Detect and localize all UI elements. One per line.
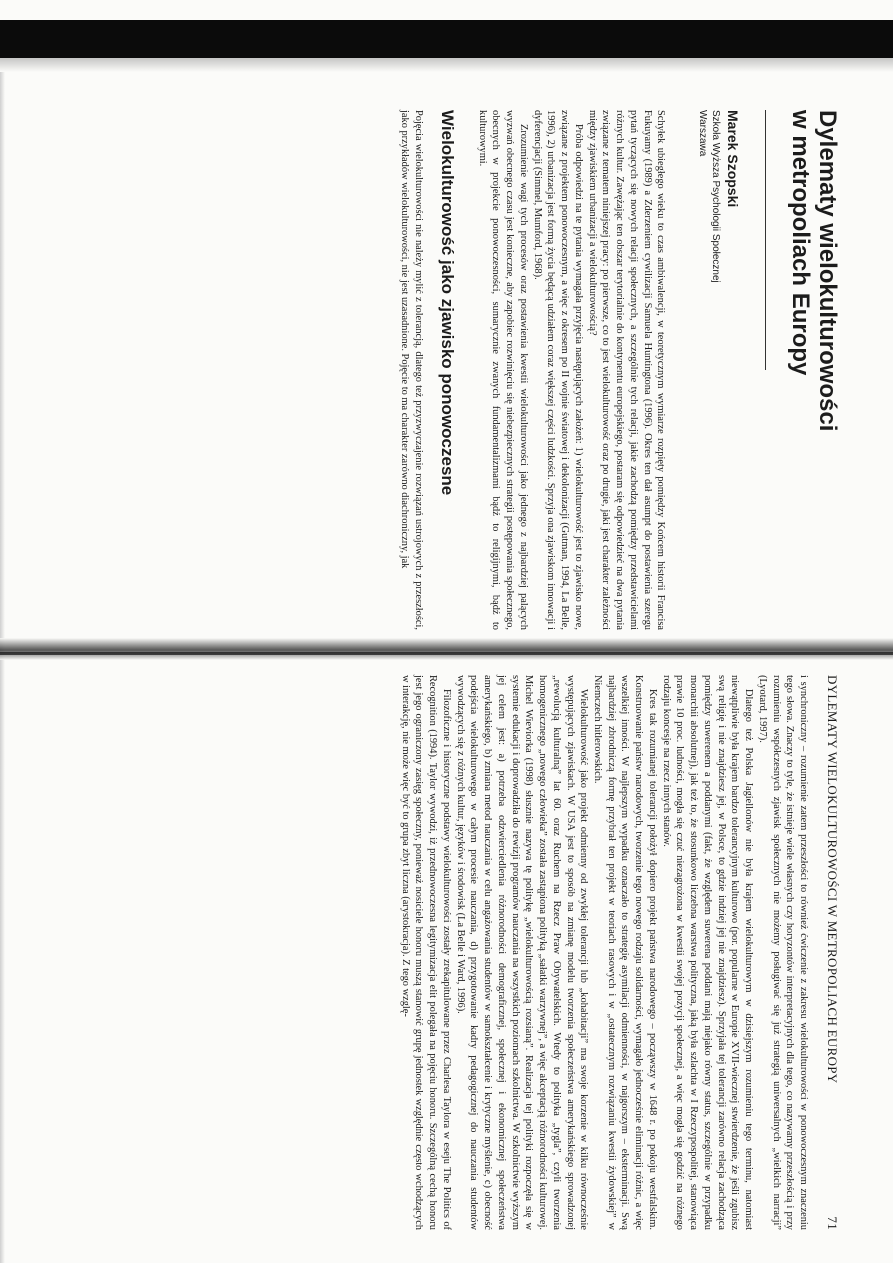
scan-left-edge <box>0 72 5 1263</box>
title-rule <box>765 110 766 370</box>
body-paragraph: i synchroniczny – rozumienie zatem przeszłości to również ćwiczenie z zakresu wielokulturowości w ponowoczesnym znaczeniu tego słowa. Znaczy to tyle, że istnieje wiele własnych czy horyzontów interpretacyjnych dla tego, co nazywamy przeszłością i przy rozumieniu współczesnych zjawisk społecznych nie możemy posługiwać się już strategią uniwersalnych „wielkich narracji” (Lyotard, 1997). <box>756 675 809 1230</box>
author-affiliation: Szkoła Wyższa Psychologii Społecznej <box>710 110 722 283</box>
section-heading: Wielokulturowość jako zjawisko ponowoczesne <box>437 110 457 496</box>
article-title <box>786 110 840 630</box>
body-paragraph: Pojęcia wielokulturowości nie należy mylić z tolerancją, dlatego też przyzwyczajenie rozwiązań ustrojowych z przeszłości, jako przykładów wielokulturowości, nie jest uzasadnione. Pojęcie to ma charakter zarówno diachroniczny, jak <box>399 110 424 630</box>
body-paragraph: Kres tak rozumianej tolerancji położył dopiero projekt państwa narodowego – począwszy w 1648 r. po pokoju westfalskim. Konstruowanie państw narodowych, tworzenie tego nowego rodzaju solidarności, wymagało jednocześnie eliminacji różnic, a więc wszelkiej inności. W najlepszym wypadku oznaczało to strategię asymilacji odmienności, w najgorszym – eksterminacji. Swą najbardziej zbrodniczą formę przybrał ten projekt w teoriach rasowych i w „ostatecznym rozwiązaniu kwestii żydowskiej” w Niemczech hitlerowskich. <box>591 675 658 1230</box>
body-paragraph: Próba odpowiedzi na te pytania wymagała przyjęcia następujących założeń: 1) wielokulturowość jest to zjawisko nowe, związane z projektem ponowoczesnym, a więc z okresem po II wojnie światowej i dekolonizacji (Gutman, 1994, La Belle, 1996), 2) urbanizacja jest formą życia będącą udziałem coraz większej części ludzkości. Sprzyja ona zjawiskom innowacji i dyferencjacji (Simmel, Mumford, 1968). <box>531 110 584 630</box>
running-head-title: DYLEMATY WIELOKULTUROWOŚCI W METROPOLIACH EUROPY <box>825 675 840 1084</box>
book-gutter-line <box>0 652 893 655</box>
running-head <box>824 675 840 1230</box>
body-paragraph: Wielokulturowość jako projekt odmienny od zwykłej tolerancji lub „kohabitacji” ma swoje korzenie w kilku równocześnie występujących zjawiskach. W USA jest to sposób na zmianę modelu tworzenia społeczeństwa amerykańskiego sprowadzonej „rewolucją kulturalną” lat 60. oraz Ruchem na Rzecz Praw Obywatelskich. Wtedy to polityka „tygla”, czyli tworzenia homogenicznego „nowego człowieka” została zastąpiona polityką „sałatki warzywnej”, a więc akceptacją różnorodności kulturowej. Michel Wieviorka (1998) słusznie nazywa tę politykę „wielokulturowością rozsianą”. Realizacja tej polityki rozpoczęła się w systemie edukacji i doprowadziła do rewizji programów nauczania na wszystkich poziomach szkolnictwa. W szkolnictwie wyższym jej celem jest: a) potrzeba odzwierciedlenia różnorodności demograficznej, społecznej i ekonomicznej społeczeństwa amerykańskiego, b) zmiana metod nauczania w celu angażowania studentów w samokształcenie i krytyczne myślenie, c) obecność podejścia wielokulturowego w całym procesie nauczania, d) przygotowanie kadry pedagogicznej do nauczania studentów wywodzących się z różnych kultur, języków i środowisk (La Belle i Ward, 1996). <box>454 675 590 1230</box>
author-city: Warszawa <box>697 110 709 157</box>
author-name: Marek Szopski <box>725 110 742 208</box>
body-paragraph: Filozoficzne i historyczne podstawy wielokulturowości zostały zrekapitulowane przez Charlesa Taylora w eseju The Politics of Recognition (1994). Taylor wywodzi, iż przednowoczesna legitymizacja elit polegała na pojęciu honoru. Szczególną cechą honoru jest jego ograniczony zasięg społeczny, ponieważ nosiciele honoru muszą stanowić grupę jednostek względnie często wchodzących w interakcję, nie może więc być to grupa zbyt liczna (arystokracja). Z tego wzglę- <box>399 675 452 1230</box>
body-paragraph: Schyłek ubiegłego wieku to czas ambiwalencji, w teoretycznym wymiarze rozpięty pomiędzy Końcem historii Francisa Fukuyamy (1989) a Zderzeniem cywilizacji Samuela Huntingtona (1996). Okres ten dał asumpt do postawienia szeregu pytań tyczących się nowych relacji społecznych, a szczególnie tych relacji, jakie zachodzą pomiędzy przedstawicielami różnych kultur. Zawężając ten obszar terytorialnie do kontynentu europejskiego, postaram się odpowiedzieć na dwa pytania związane z tematem niniejszej pracy: po pierwsze, co to jest wielokulturowość oraz po drugie, jaki jest charakter zależności między zjawiskiem urbanizacji a wielokulturowością? <box>586 110 667 630</box>
title-line-1: Dylematy wielokulturowości <box>814 110 841 432</box>
scan-top-dark-band <box>0 20 893 58</box>
body-paragraph: Zrozumienie wagi tych procesów oraz postawienia kwestii wielokulturowości jako jednego z najbardziej palących wyzwań obecnego czasu jest konieczne, aby zapobiec rozwinięciu się niebezpiecznych strategii postępowania społecznego, obecnych w projekcie ponowoczesności, sumarycznie zwanych fundamentalizmami bądź to religijnymi, bądź to kulturowymi. <box>476 110 529 630</box>
right-page <box>160 675 840 1230</box>
title-line-2: w metropoliach Europy <box>787 110 815 376</box>
left-page <box>150 110 840 630</box>
page-number: 71 <box>825 1216 840 1230</box>
book-gutter <box>0 638 893 660</box>
body-paragraph: Dlatego też Polska Jagiellonów nie była krajem wielokulturowym w dzisiejszym rozumieniu tego terminu, natomiast niewątpliwie była krajem bardzo tolerancyjnym kulturowo (por. popularne w Europie XVII-wiecznej stwierdzenie, że jeśli zgubisz swą religię i nie znajdziesz jej, w Polsce, to gdzie indziej jej nie znajdziesz). Sprzyjała tej tolerancji zarówno relacja zachodząca pomiędzy suwerenem a poddanymi (fakt, że względem suwerena poddani mają niejako równy status, szczególnie w przypadku monarchii absolutnej), jak też to, że stosunkowo liczebna warstwa polityczna, jaką była szlachta w I Rzeczypospolitej, stanowiąca prawie 10 proc. ludności, mogła się czuć niezagrożona w kwestii swojej pozycji społecznej, a więc mogła się godzić na różnego rodzaju koncesje na rzecz innych stanów. <box>660 675 755 1230</box>
scan-shadow <box>0 58 893 72</box>
